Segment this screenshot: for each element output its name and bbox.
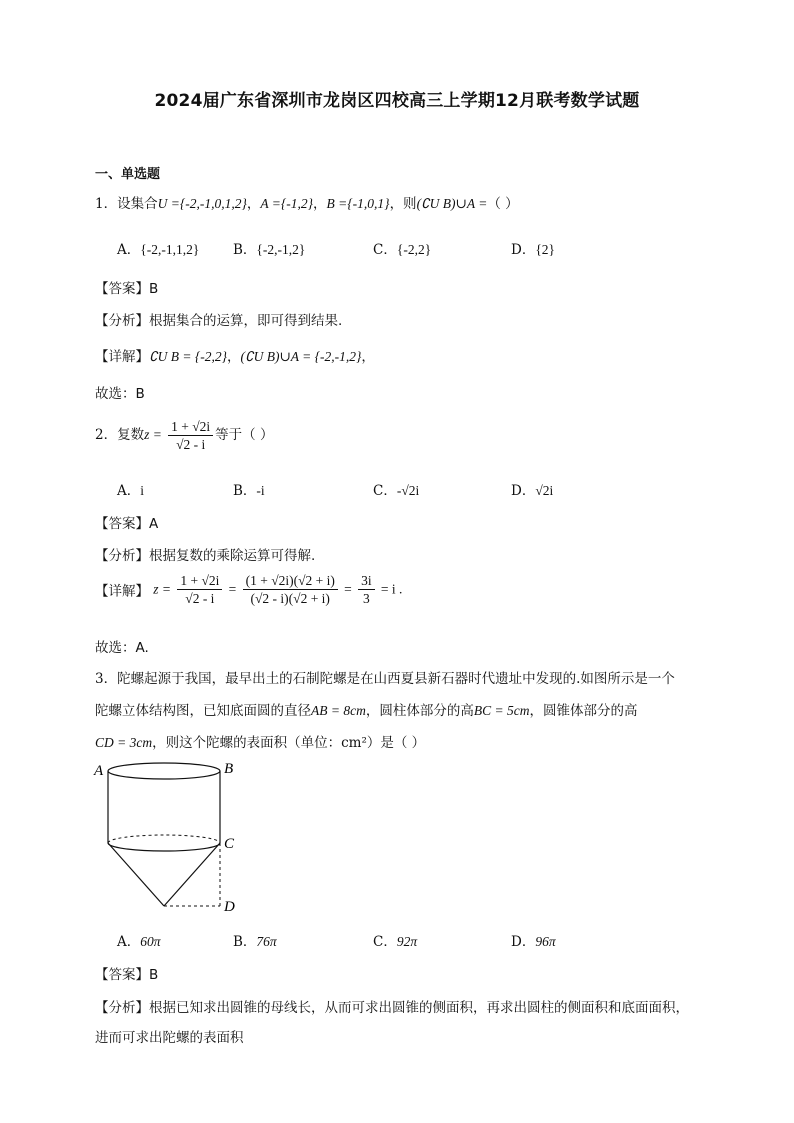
q2-option-c: C．-√2i	[373, 483, 420, 499]
q1-conclusion: 故选：B	[95, 386, 145, 402]
q1-option-b: B．{-2,-1,2}	[233, 242, 306, 258]
q3-option-c: C．92π	[373, 934, 418, 950]
q1-set-b: B ={-1,0,1}	[326, 196, 390, 211]
q2-option-b: B．-i	[233, 483, 265, 499]
q3-answer: 【答案】B	[95, 967, 159, 983]
q3-option-d: D．96π	[511, 934, 556, 950]
q3-option-a: A．60π	[117, 934, 161, 950]
section-heading: 一、单选题	[95, 167, 161, 182]
label-c: C	[224, 836, 235, 852]
question-2-stem: 2．复数z = $\frac{1 + √2i}{√2 - i}$ 等于（ ）	[95, 419, 274, 452]
q1-blank: （ ）	[487, 196, 519, 212]
q1-analysis: 【分析】根据集合的运算，即可得到结果.	[95, 313, 343, 329]
q1-set-a: A ={-1,2}	[260, 196, 314, 211]
label-a: A	[94, 763, 104, 779]
q2-fraction: $\frac{1 + √2i}{√2 - i}$	[168, 418, 213, 453]
label-d: D	[224, 899, 235, 915]
q1-option-d: D．{2}	[511, 242, 556, 258]
q1-option-c: C．{-2,2}	[373, 242, 432, 258]
question-1-stem: 1．设集合U ={-2,-1,0,1,2}，A ={-1,2}，B ={-1,0,1}，则(∁U B)∪A =（ ）	[95, 196, 519, 212]
q3-analysis-line-2: 进而可求出陀螺的表面积	[95, 1030, 244, 1046]
q1-prefix: 1．设集合	[95, 196, 158, 212]
q2-option-d: D．√2i	[511, 483, 554, 499]
q2-conclusion: 故选：A.	[95, 640, 149, 656]
q3-analysis-line-1: 【分析】根据已知求出圆锥的母线长，从而可求出圆锥的侧面积，再求出圆柱的侧面积和底面面积，	[95, 1000, 689, 1016]
q2-answer: 【答案】A	[95, 516, 159, 532]
spinning-top-figure	[90, 758, 250, 918]
q2-detail: 【详解】 z = $\frac{1 + √2i}{√2 - i}$ = $\frac{(1 + √2i)(√2 + i)}{(√2 - i)(√2 + i)}$ = $\frac{3i}{3}$ = i .	[95, 573, 403, 606]
q2-analysis: 【分析】根据复数的乘除运算可得解.	[95, 548, 316, 564]
q1-query: (∁U B)∪A =	[416, 196, 488, 211]
q1-suffix: ，则	[389, 196, 417, 212]
q2-option-a: A．i	[117, 483, 145, 499]
question-3-line-3: CD = 3cm，则这个陀螺的表面积（单位：cm²）是（ ）	[95, 735, 426, 751]
label-b: B	[224, 761, 234, 777]
page-title: 2024届广东省深圳市龙岗区四校高三上学期12月联考数学试题	[154, 91, 640, 111]
question-3-line-2: 陀螺立体结构图，已知底面圆的直径AB = 8cm，圆柱体部分的高BC = 5cm，圆锥体部分的高	[95, 703, 638, 719]
q1-answer: 【答案】B	[95, 281, 159, 297]
q1-detail: 【详解】∁U B = {-2,2}，(∁U B)∪A = {-2,-1,2}，	[95, 349, 375, 365]
question-3-line-1: 3．陀螺起源于我国，最早出土的石制陀螺是在山西夏县新石器时代遗址中发现的.如图所示是一个	[95, 671, 675, 687]
q3-option-b: B．76π	[233, 934, 277, 950]
q1-set-u: U ={-2,-1,0,1,2}	[157, 196, 247, 211]
q1-option-a: A．{-2,-1,1,2}	[117, 242, 200, 258]
